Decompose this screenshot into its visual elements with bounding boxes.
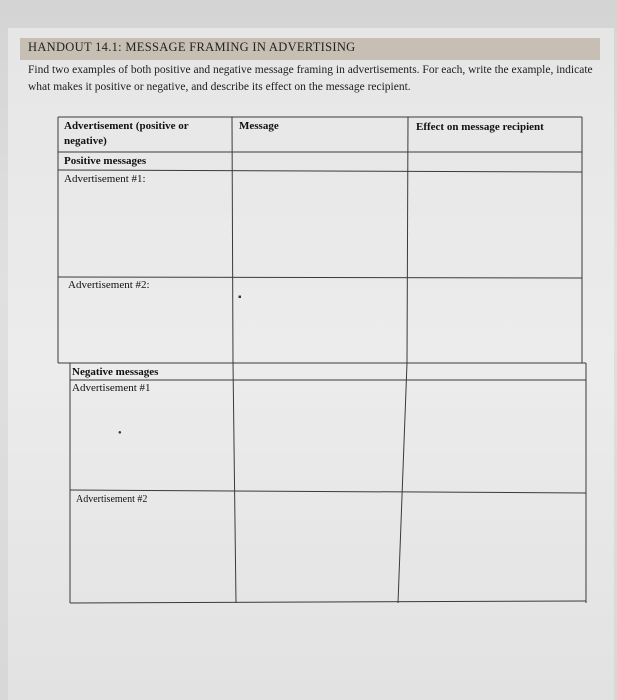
header-message: Message xyxy=(239,120,279,132)
header-advertisement-line2: negative) xyxy=(64,135,107,147)
positive-ad2-label: Advertisement #2: xyxy=(68,279,150,291)
pen-dot: ● xyxy=(118,430,122,436)
handout-title: HANDOUT 14.1: MESSAGE FRAMING IN ADVERTISING xyxy=(28,40,356,54)
negative-ad1-label: Advertisement #1 xyxy=(72,382,151,394)
instructions-text: Find two examples of both positive and negative message framing in advertisements. For each, write the example, indicate what makes it positive or negative, and describe its effect on the message recipient. xyxy=(28,64,593,93)
column-divider-1-bottom xyxy=(233,363,236,603)
header-effect: Effect on message recipient xyxy=(416,121,544,133)
table-bottom-border xyxy=(70,601,586,603)
positive-ad1-label: Advertisement #1: xyxy=(64,173,146,185)
column-divider-2-bottom xyxy=(398,363,407,603)
header-advertisement-line1: Advertisement (positive or xyxy=(64,120,189,132)
positive-messages-label: Positive messages xyxy=(64,155,147,167)
negative-messages-label: Negative messages xyxy=(72,366,159,378)
negative-ad2-label: Advertisement #2 xyxy=(76,494,148,505)
column-divider-1-top xyxy=(232,117,233,363)
column-divider-2-top xyxy=(407,117,408,363)
negative-ad-row-divider xyxy=(70,490,586,493)
pen-mark: ▪ xyxy=(238,292,242,303)
